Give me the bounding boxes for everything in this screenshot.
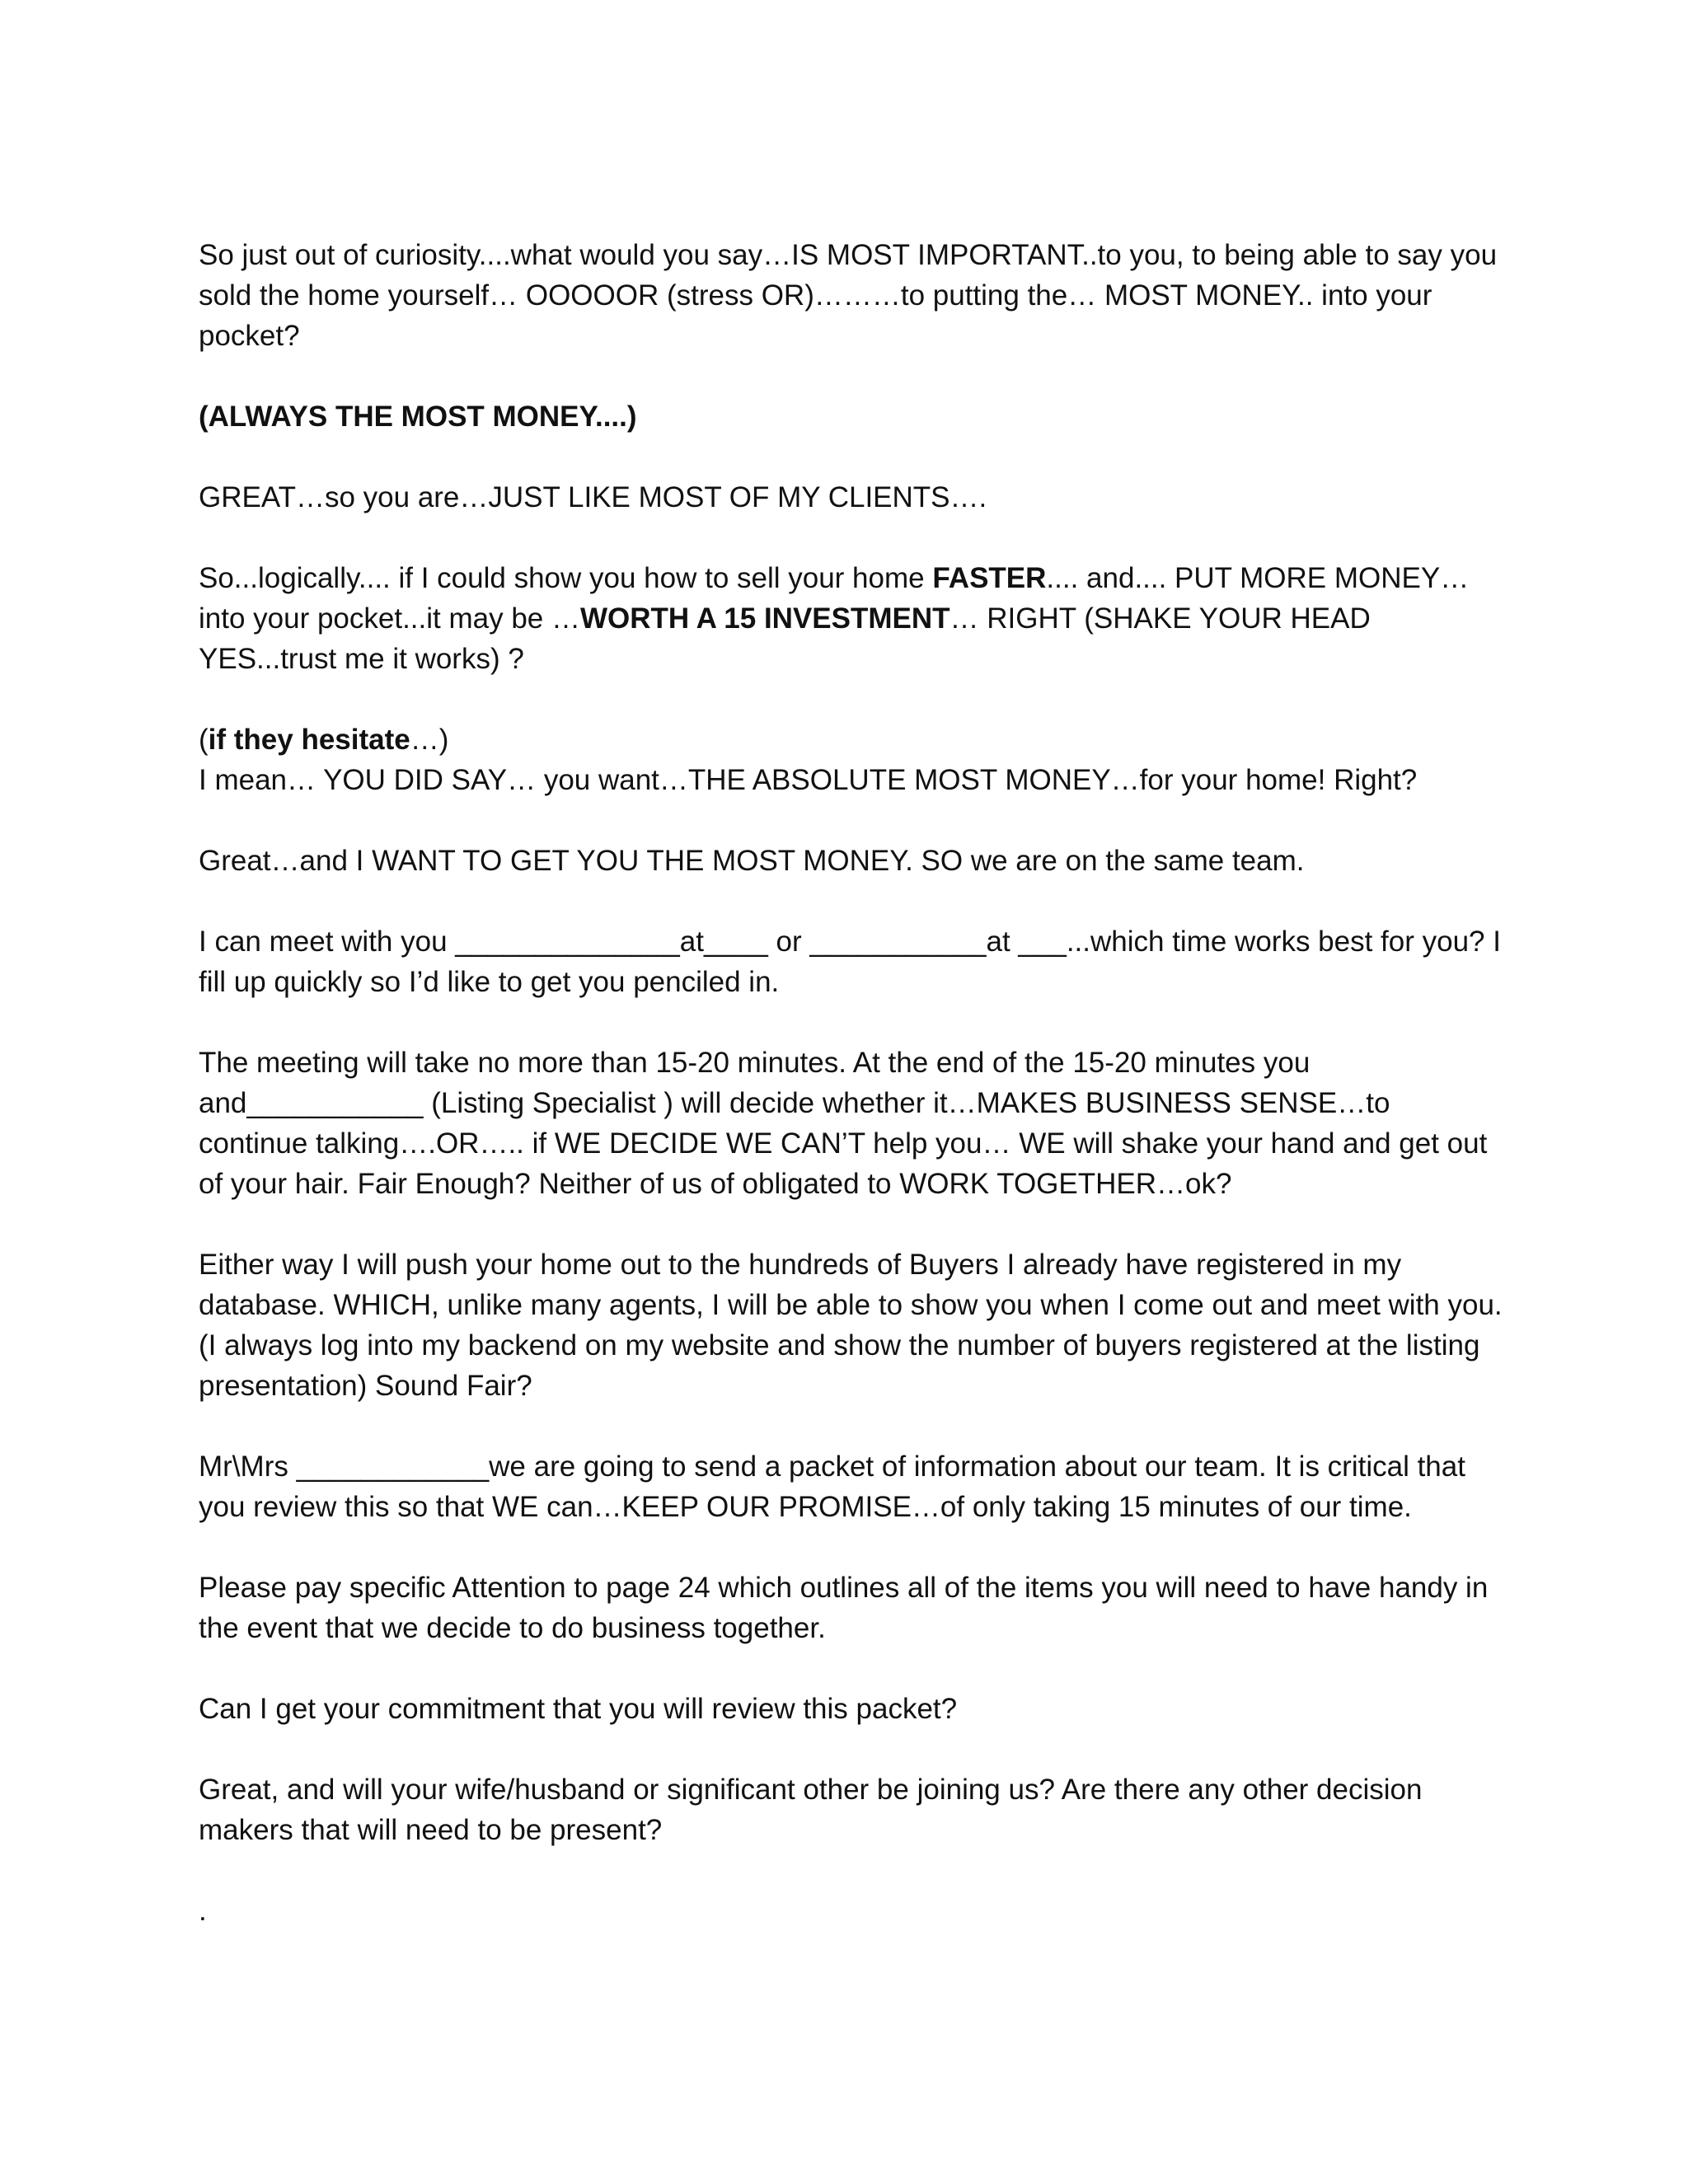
faster-emphasis: FASTER: [932, 562, 1047, 594]
document-page: [199, 235, 1505, 1931]
paragraph-decision-makers: Great, and will your wife/husband or significant other be joining us? Are there any other decision makers that will need to be present?: [199, 1774, 1423, 1846]
logically-text-c: .... and.... PUT MORE MONEY… into your pocket...it may be …: [199, 562, 1470, 635]
paragraph-packet-information: Mr\Mrs ____________we are going to send a packet of information about our team. It is critical that you review this so that WE can…KEEP OUR PROMISE…of only taking 15 minutes of our time.: [199, 1451, 1465, 1523]
paragraph-curiosity-question: So just out of curiosity....what would you say…IS MOST IMPORTANT..to you, to being able to say you sold the home yourself… OOOOOR (stress OR)………to putting the… MOST MONEY.. into your pocket?: [199, 239, 1498, 352]
paragraph-if-hesitate: [199, 719, 1505, 760]
trailing-period: .: [199, 1895, 207, 1927]
paragraph-most-money-note: [199, 396, 1505, 437]
logically-text-a: So...logically.... if I could show you how to sell your home: [199, 562, 933, 594]
hesitate-open-paren: (: [199, 724, 209, 756]
paragraph-meeting-time: I can meet with you ______________at____ or ___________at ___...which time works best for you? I fill up quickly so I’d like to get you penciled in.: [199, 926, 1501, 998]
logically-text-e: … RIGHT (SHAKE YOUR HEAD YES...trust me it works) ?: [199, 602, 1371, 675]
paragraph-commitment: Can I get your commitment that you will review this packet?: [199, 1693, 958, 1725]
paragraph-you-did-say: I mean… YOU DID SAY… you want…THE ABSOLUTE MOST MONEY…for your home! Right?: [199, 764, 1418, 796]
paragraph-buyers-database: Either way I will push your home out to the hundreds of Buyers I already have registered in my database. WHICH, unlike many agents, I will be able to show you when I come out and meet with you. (I always log into my backend on my website and show the number of buyers registered at the listing presentation) Sound Fair?: [199, 1249, 1503, 1402]
paragraph-great-clients: GREAT…so you are…JUST LIKE MOST OF MY CLIENTS….: [199, 481, 987, 513]
paragraph-same-team: Great…and I WANT TO GET YOU THE MOST MONEY. SO we are on the same team.: [199, 845, 1305, 877]
paragraph-meeting-length: The meeting will take no more than 15-20 minutes. At the end of the 15-20 minutes you and___________ (Listing Specialist ) will decide whether it…MAKES BUSINESS SENSE…to continue talking….OR….. if WE DECIDE WE CAN’T help you… WE will shake your hand and get out of your hair. Fair Enough? Neither of us of obligated to WORK TOGETHER…ok?: [199, 1047, 1488, 1200]
investment-emphasis: WORTH A 15 INVESTMENT: [579, 602, 950, 635]
hesitate-close: …): [410, 724, 449, 756]
most-money-note-text: (ALWAYS THE MOST MONEY....): [199, 401, 637, 433]
paragraph-logically-investment: [199, 558, 1505, 679]
paragraph-page-24: Please pay specific Attention to page 24 which outlines all of the items you will need to have handy in the event that we decide to do business together.: [199, 1572, 1489, 1644]
hesitate-emphasis: if they hesitate: [208, 724, 410, 756]
